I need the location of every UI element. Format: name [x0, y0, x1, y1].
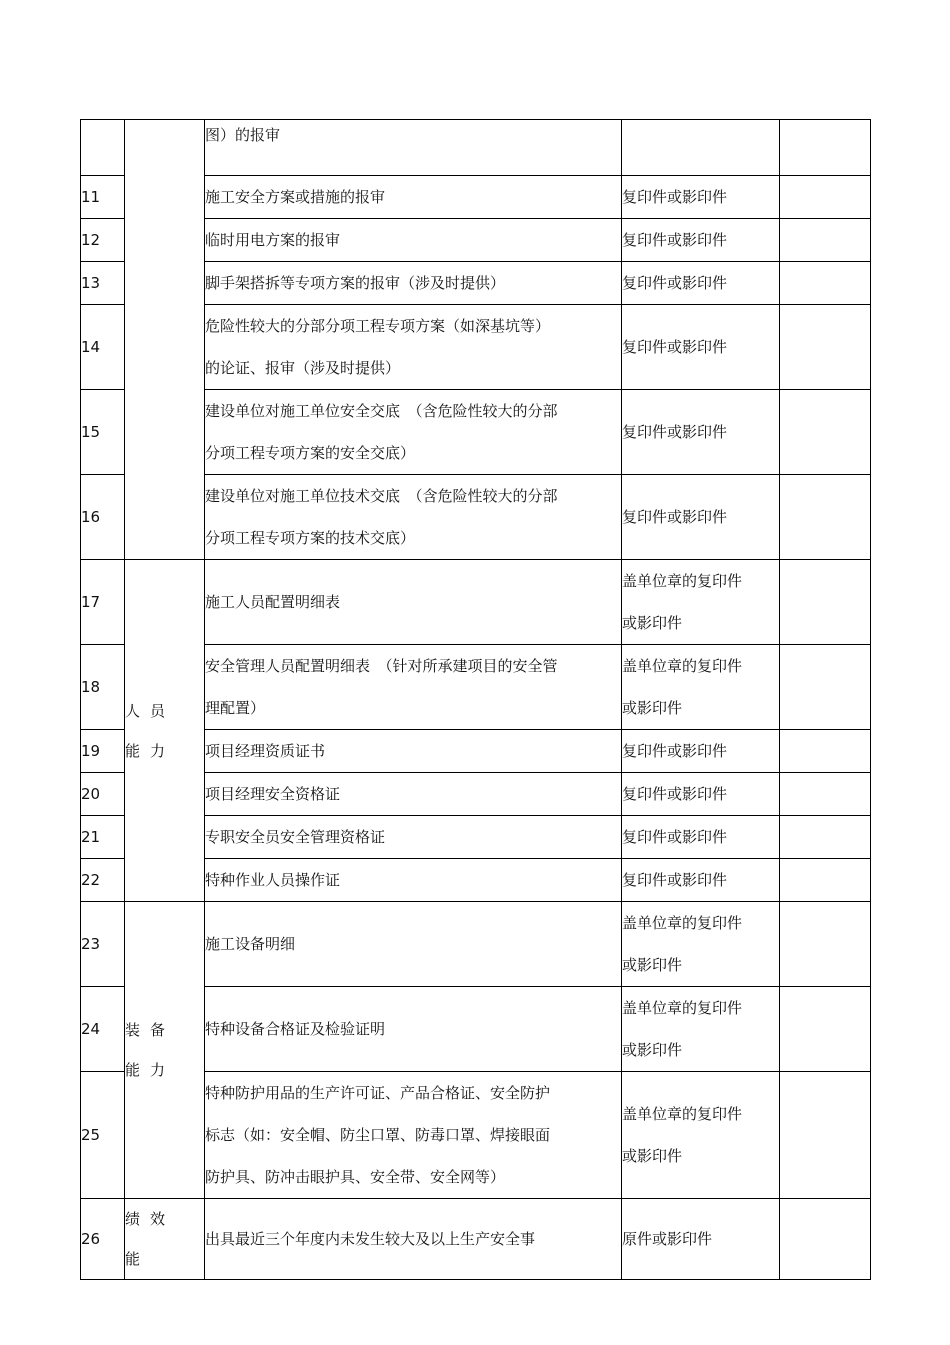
row-number: 26 — [81, 1199, 125, 1280]
item-text: 防护具、防冲击眼护具、安全带、安全网等） — [205, 1168, 506, 1186]
check-cell — [780, 176, 871, 219]
item-text: 建设单位对施工单位技术交底 （含危险性较大的分部 — [205, 487, 558, 505]
check-cell — [780, 902, 871, 987]
form-cell — [622, 560, 780, 645]
form-cell — [622, 120, 780, 176]
requirements-table — [80, 119, 871, 1280]
form-cell: 复印件或影印件 — [622, 859, 780, 902]
check-cell — [780, 645, 871, 730]
row-number: 16 — [81, 475, 125, 560]
item-text: 的论证、报审（涉及时提供） — [205, 359, 401, 377]
item-cell — [205, 859, 622, 902]
row-number: 22 — [81, 859, 125, 902]
item-text: 分项工程专项方案的技术交底） — [205, 529, 416, 547]
item-cell — [205, 902, 622, 987]
table-row — [81, 902, 871, 987]
form-text: 盖单位章的复印件 — [622, 657, 743, 675]
category-cell-blank — [125, 120, 205, 560]
item-text: 特种防护用品的生产许可证、产品合格证、安全防护 — [205, 1084, 551, 1102]
row-number: 13 — [81, 262, 125, 305]
item-text: 临时用电方案的报审 — [205, 231, 341, 249]
form-cell — [622, 987, 780, 1072]
item-cell — [205, 219, 622, 262]
item-text: 项目经理资质证书 — [205, 742, 326, 760]
check-cell — [780, 773, 871, 816]
row-number: 14 — [81, 305, 125, 390]
form-text: 盖单位章的复印件 — [622, 572, 743, 590]
category-label: 绩效能 — [125, 1210, 176, 1268]
form-cell — [622, 1072, 780, 1199]
item-text: 专职安全员安全管理资格证 — [205, 828, 386, 846]
category-performance — [125, 1199, 205, 1280]
check-cell — [780, 120, 871, 176]
item-text: 项目经理安全资格证 — [205, 785, 341, 803]
row-number: 15 — [81, 390, 125, 475]
form-text: 盖单位章的复印件 — [622, 999, 743, 1017]
form-cell: 复印件或影印件 — [622, 262, 780, 305]
row-number: 12 — [81, 219, 125, 262]
check-cell — [780, 816, 871, 859]
item-cell — [205, 1072, 622, 1199]
item-text: 施工设备明细 — [205, 935, 296, 953]
form-cell — [622, 645, 780, 730]
check-cell — [780, 475, 871, 560]
item-text: 安全管理人员配置明细表 （针对所承建项目的安全管 — [205, 657, 558, 675]
check-cell — [780, 1072, 871, 1199]
item-cell — [205, 773, 622, 816]
item-text: 施工人员配置明细表 — [205, 593, 341, 611]
category-label: 人员能力 — [125, 701, 176, 760]
item-text: 施工安全方案或措施的报审 — [205, 188, 386, 206]
item-text: 危险性较大的分部分项工程专项方案（如深基坑等） — [205, 317, 551, 335]
check-cell — [780, 1199, 871, 1280]
form-cell: 复印件或影印件 — [622, 176, 780, 219]
row-number: 19 — [81, 730, 125, 773]
item-text: 理配置） — [205, 699, 266, 717]
form-cell — [622, 902, 780, 987]
form-cell: 复印件或影印件 — [622, 730, 780, 773]
form-text: 盖单位章的复印件 — [622, 914, 743, 932]
category-label: 装备能力 — [125, 1021, 176, 1079]
form-cell: 复印件或影印件 — [622, 390, 780, 475]
table-row — [81, 120, 871, 176]
check-cell — [780, 262, 871, 305]
item-cell — [205, 176, 622, 219]
check-cell — [780, 305, 871, 390]
row-number: 20 — [81, 773, 125, 816]
item-cell — [205, 262, 622, 305]
form-text: 或影印件 — [622, 699, 683, 717]
table-row — [81, 560, 871, 645]
item-text: 分项工程专项方案的安全交底） — [205, 444, 416, 462]
form-text: 或影印件 — [622, 614, 683, 632]
check-cell — [780, 987, 871, 1072]
form-cell: 原件或影印件 — [622, 1199, 780, 1280]
item-cell — [205, 645, 622, 730]
form-text: 盖单位章的复印件 — [622, 1105, 743, 1123]
item-cell — [205, 390, 622, 475]
item-text: 出具最近三个年度内未发生较大及以上生产安全事 — [205, 1230, 536, 1248]
item-cell — [205, 305, 622, 390]
item-text: 标志（如：安全帽、防尘口罩、防毒口罩、焊接眼面 — [205, 1126, 551, 1144]
check-cell — [780, 560, 871, 645]
row-number: 21 — [81, 816, 125, 859]
row-number: 24 — [81, 987, 125, 1072]
item-cell — [205, 816, 622, 859]
form-text: 或影印件 — [622, 1041, 683, 1059]
item-cell — [205, 987, 622, 1072]
row-number: 18 — [81, 645, 125, 730]
category-personnel — [125, 560, 205, 902]
row-number: 17 — [81, 560, 125, 645]
table-row — [81, 1199, 871, 1280]
form-cell: 复印件或影印件 — [622, 305, 780, 390]
check-cell — [780, 390, 871, 475]
check-cell — [780, 219, 871, 262]
item-cell — [205, 730, 622, 773]
form-text: 或影印件 — [622, 1147, 683, 1165]
check-cell — [780, 859, 871, 902]
item-cell — [205, 1199, 622, 1280]
check-cell — [780, 730, 871, 773]
item-text: 特种作业人员操作证 — [205, 871, 341, 889]
form-cell: 复印件或影印件 — [622, 219, 780, 262]
row-number: 25 — [81, 1072, 125, 1199]
category-equipment — [125, 902, 205, 1199]
form-text: 或影印件 — [622, 956, 683, 974]
item-cell — [205, 560, 622, 645]
item-text: 特种设备合格证及检验证明 — [205, 1020, 386, 1038]
item-text: 建设单位对施工单位安全交底 （含危险性较大的分部 — [205, 402, 558, 420]
form-cell: 复印件或影印件 — [622, 475, 780, 560]
row-number — [81, 120, 125, 176]
item-text: 脚手架搭拆等专项方案的报审（涉及时提供） — [205, 274, 506, 292]
row-number: 11 — [81, 176, 125, 219]
item-text: 图）的报审 — [205, 126, 281, 144]
form-cell: 复印件或影印件 — [622, 773, 780, 816]
row-number: 23 — [81, 902, 125, 987]
item-cell — [205, 475, 622, 560]
form-cell: 复印件或影印件 — [622, 816, 780, 859]
item-cell — [205, 120, 622, 176]
